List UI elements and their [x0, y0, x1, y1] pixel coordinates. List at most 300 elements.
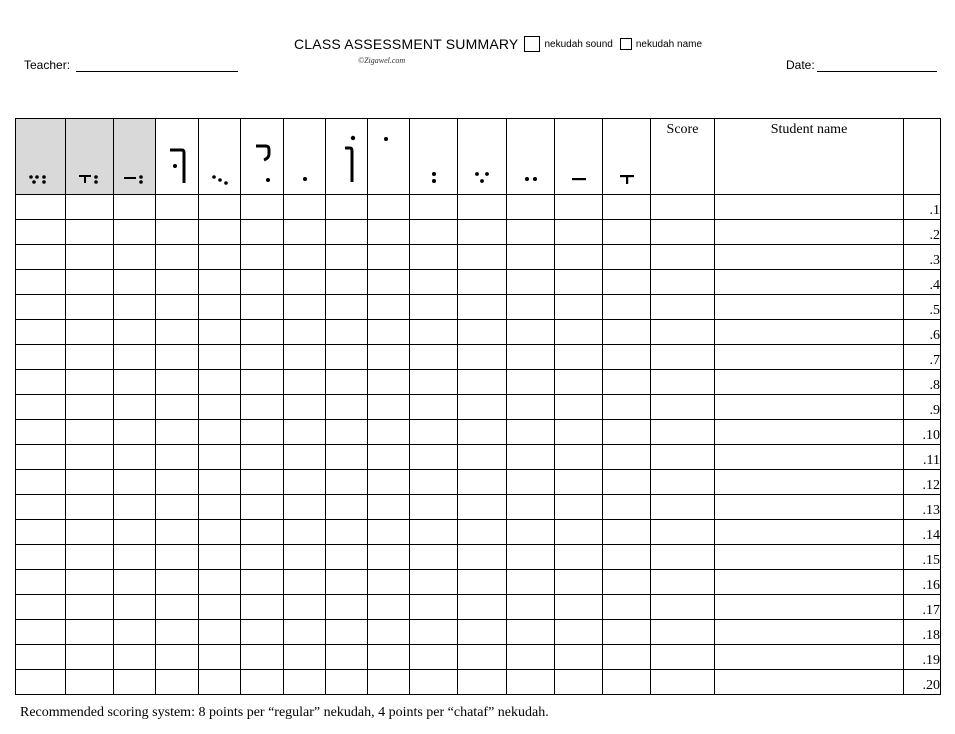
- segol-chataf-cell[interactable]: [16, 195, 66, 220]
- cholam-vav-cell[interactable]: [326, 195, 368, 220]
- segol-cell[interactable]: [458, 620, 507, 645]
- segol-chataf-cell[interactable]: [16, 595, 66, 620]
- patach-chataf-cell[interactable]: [114, 495, 156, 520]
- kamatz-cell[interactable]: [603, 370, 651, 395]
- sheva-cell[interactable]: [410, 245, 458, 270]
- chirik-yud-cell[interactable]: [199, 445, 241, 470]
- sheva-cell[interactable]: [410, 520, 458, 545]
- kamatz-chataf-cell[interactable]: [66, 270, 114, 295]
- sheva-cell[interactable]: [410, 495, 458, 520]
- kamatz-chataf-cell[interactable]: [66, 595, 114, 620]
- tzere-cell[interactable]: [507, 495, 555, 520]
- tzere-yud-cell[interactable]: [241, 270, 284, 295]
- chirik-yud-cell[interactable]: [199, 645, 241, 670]
- nekudah-name-checkbox[interactable]: [620, 38, 632, 50]
- patach-cell[interactable]: [555, 420, 603, 445]
- sheva-cell[interactable]: [410, 670, 458, 695]
- patach-cell[interactable]: [555, 645, 603, 670]
- sheva-cell[interactable]: [410, 345, 458, 370]
- student-name-cell[interactable]: [715, 395, 904, 420]
- cholam-cell[interactable]: [368, 570, 410, 595]
- kamatz-cell[interactable]: [603, 620, 651, 645]
- segol-chataf-cell[interactable]: [16, 670, 66, 695]
- student-name-cell[interactable]: [715, 520, 904, 545]
- chirik-cell[interactable]: [284, 270, 326, 295]
- tzere-cell[interactable]: [507, 195, 555, 220]
- tzere-yud-cell[interactable]: [241, 620, 284, 645]
- segol-cell[interactable]: [458, 495, 507, 520]
- shuruk-cell[interactable]: [156, 345, 199, 370]
- sheva-cell[interactable]: [410, 270, 458, 295]
- segol-cell[interactable]: [458, 270, 507, 295]
- chirik-yud-cell[interactable]: [199, 220, 241, 245]
- cholam-cell[interactable]: [368, 420, 410, 445]
- chirik-cell[interactable]: [284, 545, 326, 570]
- chirik-cell[interactable]: [284, 570, 326, 595]
- segol-cell[interactable]: [458, 595, 507, 620]
- tzere-cell[interactable]: [507, 470, 555, 495]
- patach-chataf-cell[interactable]: [114, 420, 156, 445]
- patach-chataf-cell[interactable]: [114, 595, 156, 620]
- patach-chataf-cell[interactable]: [114, 245, 156, 270]
- chirik-yud-cell[interactable]: [199, 520, 241, 545]
- segol-chataf-cell[interactable]: [16, 545, 66, 570]
- segol-chataf-cell[interactable]: [16, 520, 66, 545]
- chirik-cell[interactable]: [284, 595, 326, 620]
- kamatz-chataf-cell[interactable]: [66, 670, 114, 695]
- shuruk-cell[interactable]: [156, 445, 199, 470]
- segol-chataf-cell[interactable]: [16, 345, 66, 370]
- cholam-cell[interactable]: [368, 445, 410, 470]
- score-cell[interactable]: [651, 270, 715, 295]
- segol-chataf-cell[interactable]: [16, 220, 66, 245]
- student-name-cell[interactable]: [715, 245, 904, 270]
- kamatz-cell[interactable]: [603, 645, 651, 670]
- shuruk-cell[interactable]: [156, 370, 199, 395]
- tzere-cell[interactable]: [507, 345, 555, 370]
- student-name-cell[interactable]: [715, 295, 904, 320]
- chirik-cell[interactable]: [284, 445, 326, 470]
- segol-chataf-cell[interactable]: [16, 295, 66, 320]
- chirik-cell[interactable]: [284, 345, 326, 370]
- tzere-yud-cell[interactable]: [241, 245, 284, 270]
- cholam-vav-cell[interactable]: [326, 520, 368, 545]
- cholam-cell[interactable]: [368, 395, 410, 420]
- segol-chataf-cell[interactable]: [16, 470, 66, 495]
- kamatz-cell[interactable]: [603, 495, 651, 520]
- date-blank-line[interactable]: [817, 59, 937, 72]
- sheva-cell[interactable]: [410, 445, 458, 470]
- kamatz-chataf-cell[interactable]: [66, 320, 114, 345]
- patach-cell[interactable]: [555, 545, 603, 570]
- chirik-cell[interactable]: [284, 320, 326, 345]
- kamatz-cell[interactable]: [603, 295, 651, 320]
- cholam-cell[interactable]: [368, 295, 410, 320]
- chirik-cell[interactable]: [284, 470, 326, 495]
- student-name-cell[interactable]: [715, 345, 904, 370]
- patach-cell[interactable]: [555, 495, 603, 520]
- shuruk-cell[interactable]: [156, 520, 199, 545]
- segol-cell[interactable]: [458, 570, 507, 595]
- cholam-vav-cell[interactable]: [326, 345, 368, 370]
- kamatz-chataf-cell[interactable]: [66, 245, 114, 270]
- shuruk-cell[interactable]: [156, 645, 199, 670]
- tzere-cell[interactable]: [507, 445, 555, 470]
- segol-cell[interactable]: [458, 470, 507, 495]
- segol-cell[interactable]: [458, 245, 507, 270]
- kamatz-chataf-cell[interactable]: [66, 395, 114, 420]
- patach-chataf-cell[interactable]: [114, 670, 156, 695]
- teacher-blank-line[interactable]: [76, 59, 238, 72]
- kamatz-cell[interactable]: [603, 395, 651, 420]
- tzere-yud-cell[interactable]: [241, 495, 284, 520]
- cholam-vav-cell[interactable]: [326, 420, 368, 445]
- tzere-cell[interactable]: [507, 420, 555, 445]
- chirik-cell[interactable]: [284, 395, 326, 420]
- student-name-cell[interactable]: [715, 495, 904, 520]
- tzere-cell[interactable]: [507, 395, 555, 420]
- tzere-cell[interactable]: [507, 320, 555, 345]
- chirik-yud-cell[interactable]: [199, 245, 241, 270]
- sheva-cell[interactable]: [410, 570, 458, 595]
- shuruk-cell[interactable]: [156, 195, 199, 220]
- patach-cell[interactable]: [555, 195, 603, 220]
- patach-chataf-cell[interactable]: [114, 620, 156, 645]
- chirik-yud-cell[interactable]: [199, 545, 241, 570]
- shuruk-cell[interactable]: [156, 670, 199, 695]
- student-name-cell[interactable]: [715, 595, 904, 620]
- kamatz-cell[interactable]: [603, 220, 651, 245]
- cholam-vav-cell[interactable]: [326, 670, 368, 695]
- sheva-cell[interactable]: [410, 645, 458, 670]
- shuruk-cell[interactable]: [156, 395, 199, 420]
- tzere-cell[interactable]: [507, 645, 555, 670]
- cholam-cell[interactable]: [368, 245, 410, 270]
- student-name-cell[interactable]: [715, 670, 904, 695]
- kamatz-chataf-cell[interactable]: [66, 620, 114, 645]
- segol-cell[interactable]: [458, 370, 507, 395]
- chirik-cell[interactable]: [284, 620, 326, 645]
- sheva-cell[interactable]: [410, 395, 458, 420]
- segol-chataf-cell[interactable]: [16, 645, 66, 670]
- tzere-cell[interactable]: [507, 220, 555, 245]
- cholam-cell[interactable]: [368, 220, 410, 245]
- cholam-vav-cell[interactable]: [326, 245, 368, 270]
- shuruk-cell[interactable]: [156, 620, 199, 645]
- student-name-cell[interactable]: [715, 620, 904, 645]
- score-cell[interactable]: [651, 445, 715, 470]
- student-name-cell[interactable]: [715, 195, 904, 220]
- tzere-yud-cell[interactable]: [241, 670, 284, 695]
- tzere-yud-cell[interactable]: [241, 220, 284, 245]
- kamatz-cell[interactable]: [603, 445, 651, 470]
- score-cell[interactable]: [651, 645, 715, 670]
- cholam-cell[interactable]: [368, 495, 410, 520]
- sheva-cell[interactable]: [410, 620, 458, 645]
- chirik-cell[interactable]: [284, 520, 326, 545]
- cholam-vav-cell[interactable]: [326, 445, 368, 470]
- segol-chataf-cell[interactable]: [16, 270, 66, 295]
- sheva-cell[interactable]: [410, 545, 458, 570]
- kamatz-chataf-cell[interactable]: [66, 220, 114, 245]
- student-name-cell[interactable]: [715, 370, 904, 395]
- patach-chataf-cell[interactable]: [114, 320, 156, 345]
- segol-cell[interactable]: [458, 420, 507, 445]
- cholam-cell[interactable]: [368, 545, 410, 570]
- student-name-cell[interactable]: [715, 645, 904, 670]
- tzere-cell[interactable]: [507, 595, 555, 620]
- patach-chataf-cell[interactable]: [114, 395, 156, 420]
- tzere-yud-cell[interactable]: [241, 295, 284, 320]
- score-cell[interactable]: [651, 620, 715, 645]
- segol-chataf-cell[interactable]: [16, 320, 66, 345]
- tzere-yud-cell[interactable]: [241, 420, 284, 445]
- patach-cell[interactable]: [555, 670, 603, 695]
- tzere-yud-cell[interactable]: [241, 595, 284, 620]
- tzere-cell[interactable]: [507, 620, 555, 645]
- tzere-cell[interactable]: [507, 545, 555, 570]
- patach-chataf-cell[interactable]: [114, 345, 156, 370]
- kamatz-chataf-cell[interactable]: [66, 445, 114, 470]
- cholam-cell[interactable]: [368, 195, 410, 220]
- patach-cell[interactable]: [555, 595, 603, 620]
- patach-cell[interactable]: [555, 395, 603, 420]
- segol-chataf-cell[interactable]: [16, 570, 66, 595]
- score-cell[interactable]: [651, 495, 715, 520]
- cholam-cell[interactable]: [368, 620, 410, 645]
- segol-chataf-cell[interactable]: [16, 420, 66, 445]
- patach-chataf-cell[interactable]: [114, 570, 156, 595]
- score-cell[interactable]: [651, 220, 715, 245]
- patach-cell[interactable]: [555, 320, 603, 345]
- tzere-yud-cell[interactable]: [241, 320, 284, 345]
- segol-chataf-cell[interactable]: [16, 245, 66, 270]
- student-name-cell[interactable]: [715, 320, 904, 345]
- tzere-yud-cell[interactable]: [241, 195, 284, 220]
- patach-cell[interactable]: [555, 345, 603, 370]
- kamatz-cell[interactable]: [603, 270, 651, 295]
- tzere-cell[interactable]: [507, 245, 555, 270]
- segol-cell[interactable]: [458, 445, 507, 470]
- tzere-cell[interactable]: [507, 295, 555, 320]
- shuruk-cell[interactable]: [156, 295, 199, 320]
- sheva-cell[interactable]: [410, 195, 458, 220]
- kamatz-chataf-cell[interactable]: [66, 520, 114, 545]
- score-cell[interactable]: [651, 545, 715, 570]
- kamatz-cell[interactable]: [603, 570, 651, 595]
- score-cell[interactable]: [651, 420, 715, 445]
- score-cell[interactable]: [651, 320, 715, 345]
- cholam-vav-cell[interactable]: [326, 395, 368, 420]
- cholam-vav-cell[interactable]: [326, 595, 368, 620]
- kamatz-cell[interactable]: [603, 420, 651, 445]
- score-cell[interactable]: [651, 520, 715, 545]
- segol-chataf-cell[interactable]: [16, 445, 66, 470]
- shuruk-cell[interactable]: [156, 270, 199, 295]
- sheva-cell[interactable]: [410, 420, 458, 445]
- sheva-cell[interactable]: [410, 320, 458, 345]
- chirik-yud-cell[interactable]: [199, 570, 241, 595]
- cholam-vav-cell[interactable]: [326, 495, 368, 520]
- cholam-vav-cell[interactable]: [326, 570, 368, 595]
- tzere-yud-cell[interactable]: [241, 345, 284, 370]
- segol-chataf-cell[interactable]: [16, 395, 66, 420]
- segol-cell[interactable]: [458, 670, 507, 695]
- patach-chataf-cell[interactable]: [114, 295, 156, 320]
- cholam-vav-cell[interactable]: [326, 295, 368, 320]
- patach-chataf-cell[interactable]: [114, 470, 156, 495]
- cholam-vav-cell[interactable]: [326, 545, 368, 570]
- chirik-yud-cell[interactable]: [199, 420, 241, 445]
- chirik-cell[interactable]: [284, 495, 326, 520]
- kamatz-chataf-cell[interactable]: [66, 470, 114, 495]
- kamatz-cell[interactable]: [603, 320, 651, 345]
- chirik-cell[interactable]: [284, 645, 326, 670]
- patach-cell[interactable]: [555, 370, 603, 395]
- patach-cell[interactable]: [555, 520, 603, 545]
- cholam-cell[interactable]: [368, 670, 410, 695]
- cholam-cell[interactable]: [368, 270, 410, 295]
- patach-chataf-cell[interactable]: [114, 370, 156, 395]
- shuruk-cell[interactable]: [156, 545, 199, 570]
- patach-cell[interactable]: [555, 570, 603, 595]
- cholam-cell[interactable]: [368, 370, 410, 395]
- chirik-cell[interactable]: [284, 295, 326, 320]
- student-name-cell[interactable]: [715, 570, 904, 595]
- score-cell[interactable]: [651, 570, 715, 595]
- sheva-cell[interactable]: [410, 220, 458, 245]
- kamatz-chataf-cell[interactable]: [66, 345, 114, 370]
- score-cell[interactable]: [651, 670, 715, 695]
- kamatz-cell[interactable]: [603, 245, 651, 270]
- nekudah-sound-checkbox[interactable]: [524, 36, 540, 52]
- kamatz-cell[interactable]: [603, 595, 651, 620]
- cholam-vav-cell[interactable]: [326, 370, 368, 395]
- kamatz-cell[interactable]: [603, 195, 651, 220]
- kamatz-cell[interactable]: [603, 470, 651, 495]
- kamatz-chataf-cell[interactable]: [66, 195, 114, 220]
- kamatz-cell[interactable]: [603, 345, 651, 370]
- cholam-cell[interactable]: [368, 645, 410, 670]
- chirik-yud-cell[interactable]: [199, 595, 241, 620]
- patach-cell[interactable]: [555, 445, 603, 470]
- chirik-yud-cell[interactable]: [199, 395, 241, 420]
- chirik-yud-cell[interactable]: [199, 470, 241, 495]
- chirik-yud-cell[interactable]: [199, 670, 241, 695]
- patach-cell[interactable]: [555, 270, 603, 295]
- segol-cell[interactable]: [458, 545, 507, 570]
- kamatz-chataf-cell[interactable]: [66, 370, 114, 395]
- score-cell[interactable]: [651, 395, 715, 420]
- shuruk-cell[interactable]: [156, 420, 199, 445]
- chirik-yud-cell[interactable]: [199, 495, 241, 520]
- cholam-cell[interactable]: [368, 520, 410, 545]
- cholam-vav-cell[interactable]: [326, 320, 368, 345]
- student-name-cell[interactable]: [715, 420, 904, 445]
- segol-chataf-cell[interactable]: [16, 370, 66, 395]
- tzere-yud-cell[interactable]: [241, 645, 284, 670]
- shuruk-cell[interactable]: [156, 245, 199, 270]
- segol-cell[interactable]: [458, 345, 507, 370]
- segol-cell[interactable]: [458, 520, 507, 545]
- patach-chataf-cell[interactable]: [114, 220, 156, 245]
- segol-cell[interactable]: [458, 220, 507, 245]
- sheva-cell[interactable]: [410, 295, 458, 320]
- chirik-cell[interactable]: [284, 220, 326, 245]
- patach-cell[interactable]: [555, 620, 603, 645]
- tzere-cell[interactable]: [507, 520, 555, 545]
- kamatz-cell[interactable]: [603, 545, 651, 570]
- student-name-cell[interactable]: [715, 220, 904, 245]
- cholam-vav-cell[interactable]: [326, 270, 368, 295]
- segol-cell[interactable]: [458, 295, 507, 320]
- kamatz-chataf-cell[interactable]: [66, 570, 114, 595]
- tzere-yud-cell[interactable]: [241, 395, 284, 420]
- patach-chataf-cell[interactable]: [114, 520, 156, 545]
- chirik-yud-cell[interactable]: [199, 295, 241, 320]
- patach-chataf-cell[interactable]: [114, 645, 156, 670]
- cholam-vav-cell[interactable]: [326, 645, 368, 670]
- chirik-cell[interactable]: [284, 670, 326, 695]
- sheva-cell[interactable]: [410, 595, 458, 620]
- shuruk-cell[interactable]: [156, 470, 199, 495]
- kamatz-chataf-cell[interactable]: [66, 645, 114, 670]
- shuruk-cell[interactable]: [156, 320, 199, 345]
- cholam-cell[interactable]: [368, 345, 410, 370]
- kamatz-cell[interactable]: [603, 520, 651, 545]
- patach-cell[interactable]: [555, 220, 603, 245]
- sheva-cell[interactable]: [410, 370, 458, 395]
- chirik-cell[interactable]: [284, 370, 326, 395]
- score-cell[interactable]: [651, 370, 715, 395]
- score-cell[interactable]: [651, 295, 715, 320]
- patach-cell[interactable]: [555, 470, 603, 495]
- shuruk-cell[interactable]: [156, 495, 199, 520]
- kamatz-chataf-cell[interactable]: [66, 420, 114, 445]
- student-name-cell[interactable]: [715, 545, 904, 570]
- score-cell[interactable]: [651, 245, 715, 270]
- kamatz-chataf-cell[interactable]: [66, 545, 114, 570]
- chirik-cell[interactable]: [284, 245, 326, 270]
- student-name-cell[interactable]: [715, 470, 904, 495]
- patach-cell[interactable]: [555, 245, 603, 270]
- segol-cell[interactable]: [458, 320, 507, 345]
- tzere-yud-cell[interactable]: [241, 370, 284, 395]
- score-cell[interactable]: [651, 595, 715, 620]
- tzere-cell[interactable]: [507, 270, 555, 295]
- patach-chataf-cell[interactable]: [114, 195, 156, 220]
- patach-chataf-cell[interactable]: [114, 270, 156, 295]
- tzere-cell[interactable]: [507, 570, 555, 595]
- patach-cell[interactable]: [555, 295, 603, 320]
- chirik-yud-cell[interactable]: [199, 320, 241, 345]
- shuruk-cell[interactable]: [156, 220, 199, 245]
- score-cell[interactable]: [651, 195, 715, 220]
- shuruk-cell[interactable]: [156, 570, 199, 595]
- student-name-cell[interactable]: [715, 445, 904, 470]
- segol-cell[interactable]: [458, 395, 507, 420]
- tzere-yud-cell[interactable]: [241, 545, 284, 570]
- sheva-cell[interactable]: [410, 470, 458, 495]
- patach-chataf-cell[interactable]: [114, 445, 156, 470]
- cholam-vav-cell[interactable]: [326, 470, 368, 495]
- shuruk-cell[interactable]: [156, 595, 199, 620]
- chirik-cell[interactable]: [284, 195, 326, 220]
- kamatz-cell[interactable]: [603, 670, 651, 695]
- segol-chataf-cell[interactable]: [16, 495, 66, 520]
- kamatz-chataf-cell[interactable]: [66, 495, 114, 520]
- tzere-cell[interactable]: [507, 370, 555, 395]
